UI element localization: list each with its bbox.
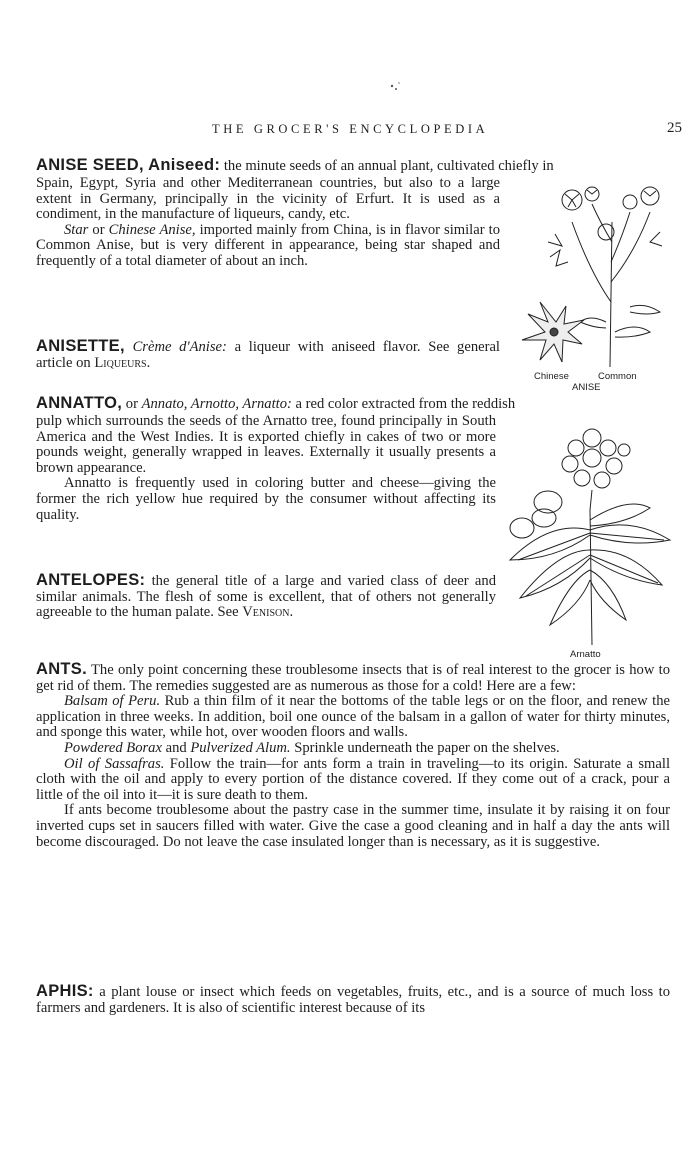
entry-anise-body (36, 176, 500, 270)
caption-chinese: Chinese (534, 371, 569, 382)
entry-aphis (36, 984, 670, 1016)
ants-balsam-text: Rub a thin film of it near the bottoms of the table legs or on the floor, and renew the application in three weeks. In addition, boil one ounce of the balsam in a gallon of water for thirty minutes, and sponge this water, while hot, over wooden floors and walls. (36, 693, 670, 741)
anise-plant-illustration (510, 182, 670, 372)
anise-paragraph-1: Spain, Egypt, Syria and other Mediterranean countries, but also to a large extent in Germany, principally in the vicinity of Erfurt. It is used as a condiment, in the manufacture of liqueurs, candy, etc. (36, 175, 500, 223)
headword-ants: ANTS. (36, 660, 87, 678)
ants-paragraph-1 (36, 662, 670, 694)
annatto-paragraph-2: Annatto is frequently used in coloring butter and cheese—giving the former the rich yellow hue required by the consumer without affecting its quality. (36, 475, 496, 523)
entry-ants (36, 662, 670, 850)
antelopes-text: the general title of a large and varied class of deer and similar animals. The flesh of some is excellent, that of others not generally agreeable to the human palate. See (36, 573, 496, 621)
ants-borax-text: Sprinkle underneath the paper on the shelves. (290, 739, 560, 756)
headword-aphis: APHIS: (36, 982, 94, 1000)
annatto-or: or (122, 396, 142, 412)
annatto-alt-names: Annato, Arnotto, Arnatto: (141, 396, 292, 412)
chinese-anise-term: Chinese Anise, (108, 221, 196, 238)
entry-annatto-body (36, 414, 496, 523)
arnatto-plant-illustration (500, 420, 680, 645)
ants-pastry-case-paragraph: If ants become troublesome about the pastry case in the summer time, insulate it by raising it on four inverted cups set in saucers filled with water. Give the case a good cleaning and in half a day the ants will become discouraged. Do not leave the case insulated longer than is necessary, as it is suggestive. (36, 802, 670, 850)
caption-common: Common (598, 371, 637, 382)
anise-first-line-text: the minute seeds of an annual plant, cultivated chiefly in (223, 158, 554, 174)
entry-annatto-first-line (36, 396, 678, 413)
ants-sassafras-paragraph (36, 757, 670, 804)
anise-paragraph-2 (36, 223, 500, 270)
anisette-reference: Liqueurs. (94, 354, 151, 371)
pulverized-alum-term: Pulverized Alum. (190, 739, 291, 756)
star-anise-term: Star (64, 221, 89, 238)
ants-balsam-paragraph (36, 694, 670, 741)
ants-and: and (161, 739, 191, 756)
ants-sassafras-text: Follow the train—for ants form a train in traveling—to its origin. Saturate a small cloth with the oil and apply to every portion of the distance covered. If they come out of a crack, pour a little of the oil into it—it is sure death to them. (36, 755, 670, 803)
entry-anisette (36, 339, 500, 371)
ants-intro: The only point concerning these troublesome insects that is of real interest to the grocer is how to get rid of them. The remedies suggested are as numerous as those for a cold! Here are a few: (36, 662, 670, 694)
arnatto-flower-cluster (562, 429, 630, 510)
caption-anise: ANISE (572, 382, 601, 393)
headword-antelopes: ANTELOPES: (36, 571, 146, 589)
entry-anise-first-line (36, 158, 678, 175)
balsam-of-peru-term: Balsam of Peru. (64, 693, 161, 710)
entry-antelopes (36, 573, 496, 621)
ants-borax-paragraph (36, 741, 670, 757)
headword-anisette: ANISETTE, (36, 337, 125, 355)
caption-arnatto: Arnatto (570, 649, 601, 660)
running-title: THE GROCER'S ENCYCLOPEDIA (212, 122, 489, 136)
running-header (36, 122, 682, 140)
powdered-borax-term: Powdered Borax (64, 739, 162, 756)
paper-speck-marks (380, 72, 410, 102)
annatto-paragraph-1: pulp which surrounds the seeds of the Arnatto tree, found principally in South America and the West Indies. It is exported chiefly in cakes of two or more pounds weight, generally wrapped in leaves. Externally it usually presents a brown appearance. (36, 413, 496, 476)
anise-or: or (88, 221, 109, 238)
headword-anise-seed: ANISE SEED, Aniseed: (36, 156, 221, 174)
aphis-text: a plant louse or insect which feeds on vegetables, fruits, etc., and is a source of much loss to farmers and gardeners. It is also of scientific interest because of its (36, 984, 670, 1016)
anisette-text: a liqueur with aniseed flavor. See general article on (36, 339, 500, 371)
star-anise-fruit (522, 302, 584, 362)
anisette-alt-name: Crème d'Anise: (132, 339, 227, 355)
antelopes-reference: Venison. (242, 604, 294, 621)
anise-paragraph-2-text: imported mainly from China, is in flavor similar to Common Anise, but is very different in appearance, being star shaped and frequently of a total diameter of about an inch. (36, 221, 500, 269)
headword-annatto: ANNATTO, (36, 394, 123, 412)
annatto-first-line-text: a red color extracted from the reddish (291, 396, 516, 412)
page-number: 25 (667, 120, 682, 136)
oil-of-sassafras-term: Oil of Sassafras. (64, 755, 165, 772)
